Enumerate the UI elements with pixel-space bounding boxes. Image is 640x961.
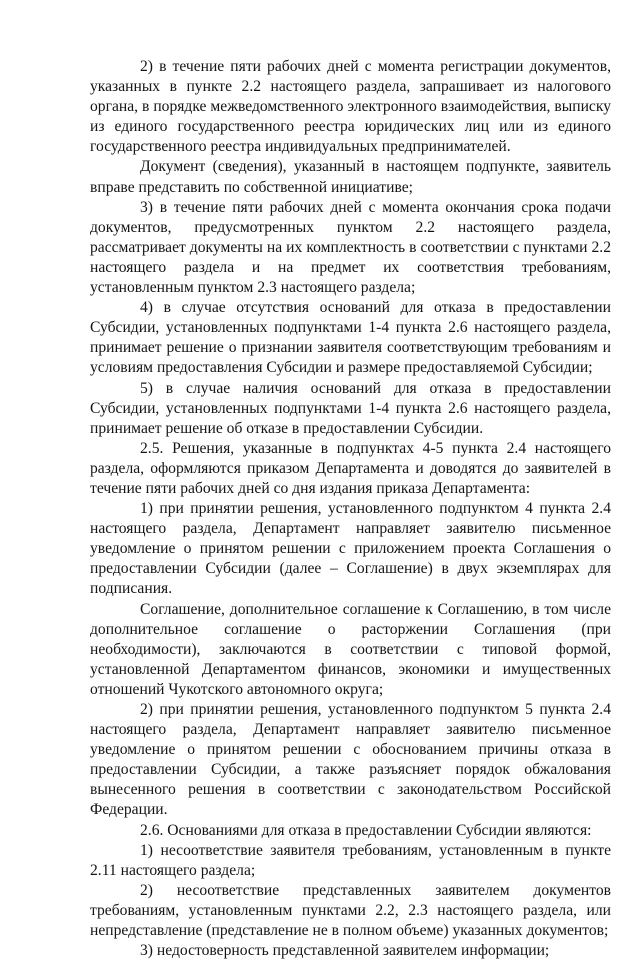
paragraph-2-6-item-3: 3) недостоверность представленной заявителем информации; [140, 942, 550, 960]
paragraph-agreement-forms: Соглашение, дополнительное соглашение к Соглашению, в том числе дополнительное соглашение о расторжении Соглашения (при необходимости), заключаются в соответствии с типовой формой, установленной Департаментом финансов, экономики и имущественных отношений Чукотского автономного округа; [90, 600, 611, 698]
paragraph-2-5-item-2: 2) при принятии решения, установленного подпунктом 5 пункта 2.4 настоящего раздела, Департамент направляет заявителю письменное уведомление о принятом решении с обоснованием причины отказа в предоставлении Субсидии, а также разъясняет порядок обжалования вынесенного решения в соответствии с законодательством Российской Федерации. [90, 701, 611, 819]
paragraph-2-4-item-4: 4) в случае отсутствия оснований для отказа в предоставлении Субсидии, установленных подпунктами 1-4 пункта 2.6 настоящего раздела, принимает решение о признании заявителя соответствующим требованиям и условиям предоставления Субсидии и размере предоставляемой Субсидии; [90, 299, 611, 377]
paragraph-2-4-item-3: 3) в течение пяти рабочих дней с момента окончания срока подачи документов, предусмотренных пунктом 2.2 настоящего раздела, рассматривает документы на их комплектность в соответствии с пунктами 2.2 настоящего раздела и на предмет их соответствия требованиям, установленным пунктом 2.3 настоящего раздела; [90, 198, 611, 297]
paragraph-2-5-item-1: 1) при принятии решения, установленного подпунктом 4 пункта 2.4 настоящего раздела, Департамент направляет заявителю письменное уведомление о принятом решении с приложением проекта Соглашения о предоставлении Субсидии (далее – Соглашение) в двух экземплярах для подписания. [90, 500, 611, 598]
paragraph-2-4-item-5: 5) в случае наличия оснований для отказа в предоставлении Субсидии, установленных подпунктами 1-4 пункта 2.6 настоящего раздела, принимает решение об отказе в предоставлении Субсидии. [90, 379, 611, 437]
paragraph-2-5-heading: 2.5. Решения, указанные в подпунктах 4-5 пункта 2.4 настоящего раздела, оформляются приказом Департамента и доводятся до заявителей в течение пяти рабочих дней со дня издания приказа Департамента: [90, 439, 611, 497]
paragraph-2-4-item-2: 2) в течение пяти рабочих дней с момента регистрации документов, указанных в пункте 2.2 настоящего раздела, запрашивает из налогового органа, в порядке межведомственного электронного взаимодействия, выписку из единого государственного реестра юридических лиц или из единого государственного реестра индивидуальных предпринимателей. [90, 58, 611, 156]
paragraph-own-initiative-note: Документ (сведения), указанный в настоящем подпункте, заявитель вправе представить по собственной инициативе; [90, 158, 611, 196]
paragraph-2-6-item-1: 1) несоответствие заявителя требованиям, установленным в пункте 2.11 настоящего раздела; [90, 841, 611, 879]
paragraph-2-6-heading: 2.6. Основаниями для отказа в предоставлении Субсидии являются: [140, 821, 592, 839]
paragraph-2-6-item-2: 2) несоответствие представленных заявителем документов требованиям, установленным пунктами 2.2, 2.3 настоящего раздела, или непредставление (представление не в полном объеме) указанных документов; [90, 881, 611, 940]
